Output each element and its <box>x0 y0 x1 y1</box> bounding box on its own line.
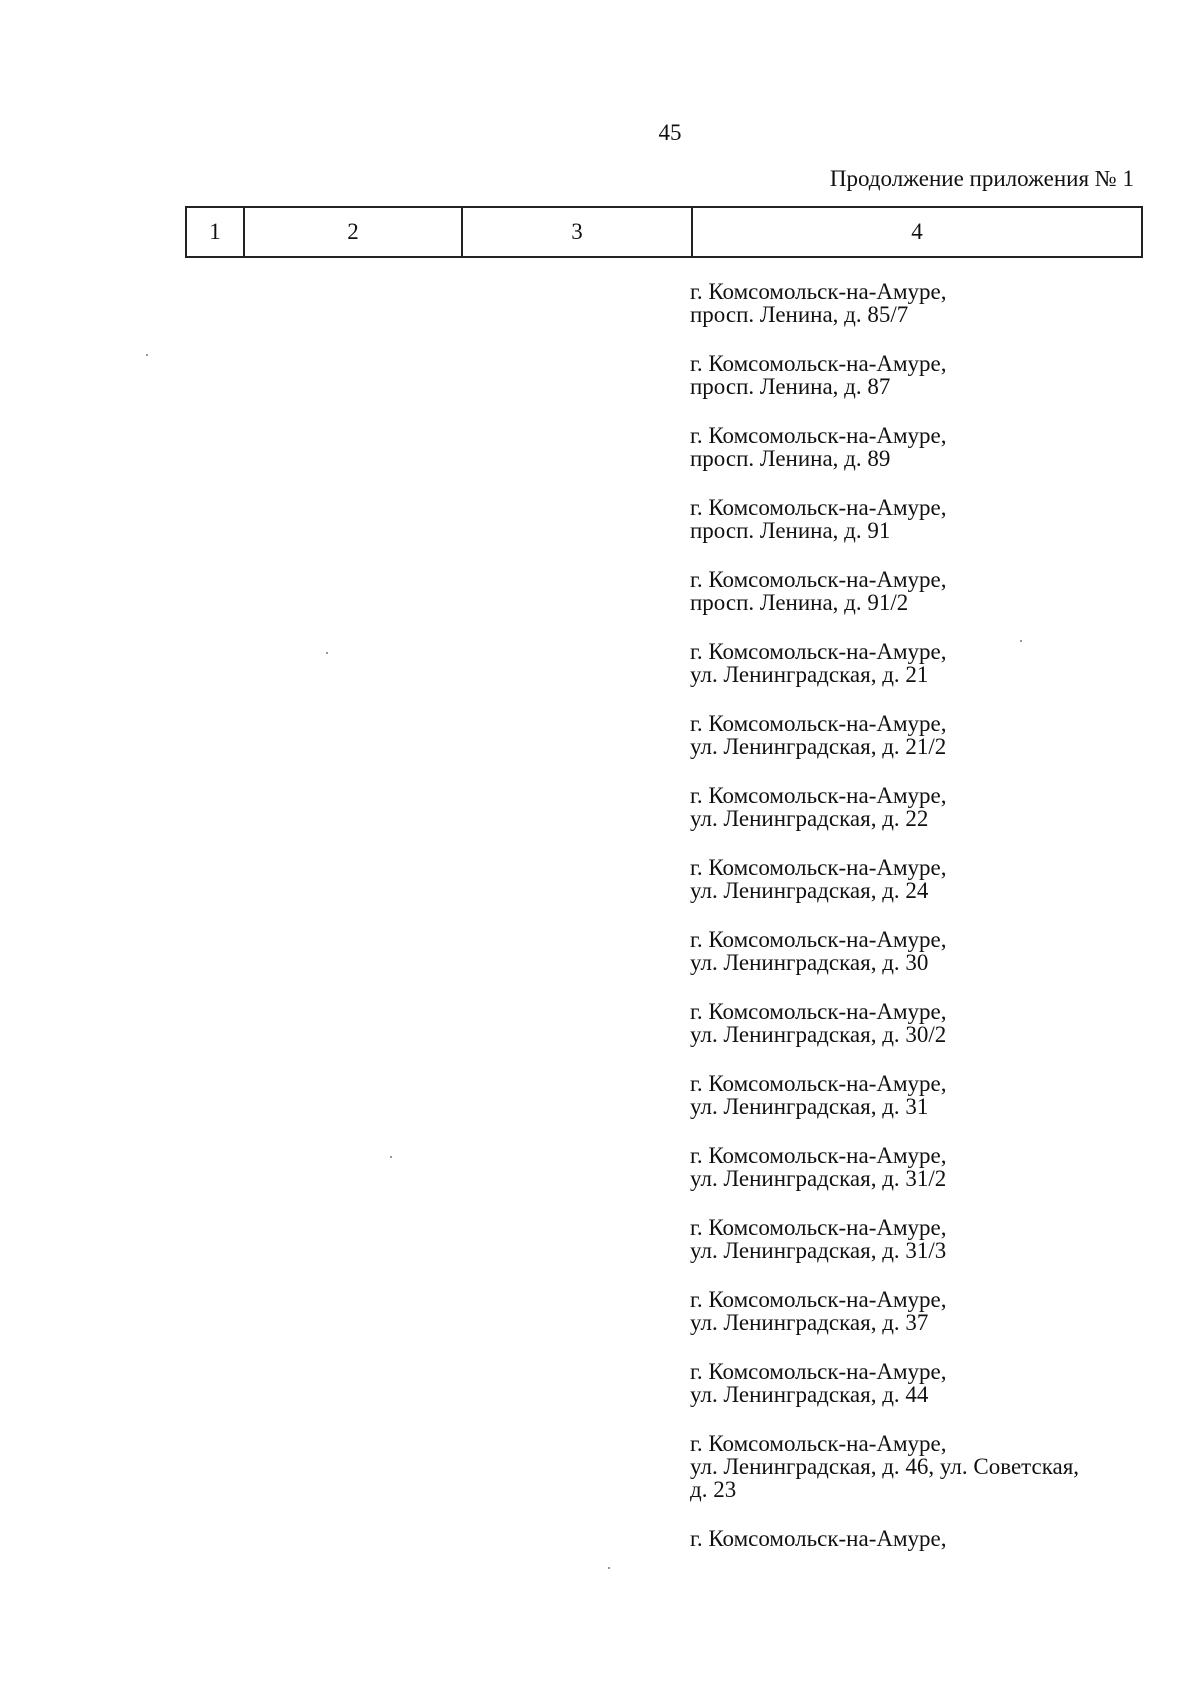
address-city: г. Комсомольск-на-Амуре, <box>690 495 947 520</box>
address-entry <box>690 1144 1160 1190</box>
address-street: ул. Ленинградская, д. 44 <box>690 1382 929 1407</box>
scan-speck <box>390 1156 392 1158</box>
address-city: г. Комсомольск-на-Амуре, <box>690 1215 947 1240</box>
address-street: ул. Ленинградская, д. 31 <box>690 1094 929 1119</box>
address-entry <box>690 712 1160 758</box>
address-entry <box>690 424 1160 470</box>
address-street: ул. Ленинградская, д. 21 <box>690 662 929 687</box>
address-street: просп. Ленина, д. 87 <box>690 374 891 399</box>
scan-speck <box>1020 640 1022 642</box>
address-entry <box>690 496 1160 542</box>
address-entry <box>690 784 1160 830</box>
address-city: г. Комсомольск-на-Амуре, <box>690 1287 947 1312</box>
address-city: г. Комсомольск-на-Амуре, <box>690 1431 947 1456</box>
address-city: г. Комсомольск-на-Амуре, <box>690 279 947 304</box>
address-city: г. Комсомольск-на-Амуре, <box>690 711 947 736</box>
address-city: г. Комсомольск-на-Амуре, <box>690 999 947 1024</box>
address-city: г. Комсомольск-на-Амуре, <box>690 639 947 664</box>
address-street: ул. Ленинградская, д. 37 <box>690 1310 929 1335</box>
address-city: г. Комсомольск-на-Амуре, <box>690 1526 947 1551</box>
address-street: просп. Ленина, д. 91/2 <box>690 590 909 615</box>
address-street: ул. Ленинградская, д. 21/2 <box>690 734 947 759</box>
column-number-2: 2 <box>244 207 462 257</box>
address-entry <box>690 1288 1160 1334</box>
column-number-4: 4 <box>692 207 1142 257</box>
scan-speck <box>608 1567 610 1569</box>
address-city: г. Комсомольск-на-Амуре, <box>690 567 947 592</box>
address-street: просп. Ленина, д. 91 <box>690 518 891 543</box>
column-number-1: 1 <box>186 207 244 257</box>
address-entry <box>690 1000 1160 1046</box>
column-number-3: 3 <box>462 207 692 257</box>
address-entry <box>690 856 1160 902</box>
address-street: ул. Ленинградская, д. 31/2 <box>690 1166 947 1191</box>
table-header <box>185 206 1143 258</box>
address-entry <box>690 1432 1160 1501</box>
address-city: г. Комсомольск-на-Амуре, <box>690 783 947 808</box>
address-city: г. Комсомольск-на-Амуре, <box>690 1143 947 1168</box>
continuation-label: Продолжение приложения № 1 <box>829 166 1134 191</box>
address-list <box>690 280 1160 1576</box>
address-entry <box>690 1072 1160 1118</box>
address-entry <box>690 640 1160 686</box>
address-entry <box>690 1360 1160 1406</box>
address-city: г. Комсомольск-на-Амуре, <box>690 1071 947 1096</box>
address-street: ул. Ленинградская, д. 24 <box>690 878 929 903</box>
table-header-row <box>186 207 1142 257</box>
address-city: г. Комсомольск-на-Амуре, <box>690 351 947 376</box>
address-street: ул. Ленинградская, д. 30/2 <box>690 1022 947 1047</box>
scan-speck <box>326 652 328 654</box>
address-street: ул. Ленинградская, д. 30 <box>690 950 929 975</box>
address-street: ул. Ленинградская, д. 31/3 <box>690 1238 947 1263</box>
address-street: ул. Ленинградская, д. 46, ул. Советская, <box>690 1454 1080 1479</box>
scan-speck <box>146 354 148 356</box>
address-entry <box>690 280 1160 326</box>
address-city: г. Комсомольск-на-Амуре, <box>690 423 947 448</box>
address-entry <box>690 1216 1160 1262</box>
address-house: д. 23 <box>690 1477 737 1502</box>
address-entry <box>690 928 1160 974</box>
address-city: г. Комсомольск-на-Амуре, <box>690 855 947 880</box>
address-street: ул. Ленинградская, д. 22 <box>690 806 929 831</box>
page-number: 45 <box>658 120 682 145</box>
address-entry-continued <box>690 1527 1160 1550</box>
address-entry <box>690 568 1160 614</box>
address-city: г. Комсомольск-на-Амуре, <box>690 1359 947 1384</box>
address-street: просп. Ленина, д. 89 <box>690 446 891 471</box>
address-entry <box>690 352 1160 398</box>
address-city: г. Комсомольск-на-Амуре, <box>690 927 947 952</box>
address-street: просп. Ленина, д. 85/7 <box>690 302 909 327</box>
